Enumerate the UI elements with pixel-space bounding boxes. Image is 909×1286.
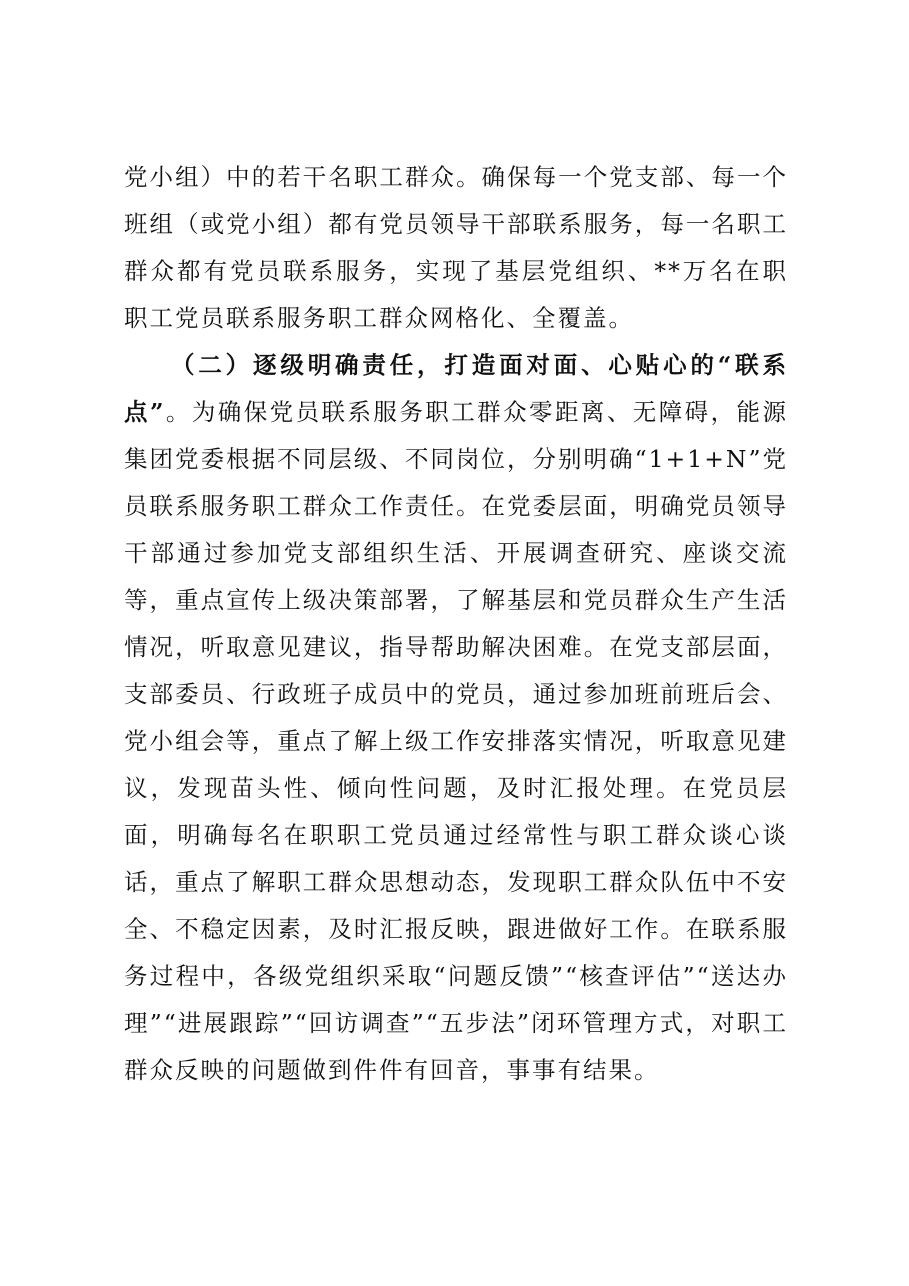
document-body: [124, 154, 788, 1094]
paragraph-text: 。为确保党员联系服务职工群众零距离、无障碍，能源集团党委根据不同层级、不同岗位，分别明确“1+1+N”党员联系服务职工群众工作责任。在党委层面，明确党员领导干部通过参加党支部组织生活、开展调查研究、座谈交流等，重点宣传上级决策部署，了解基层和党员群众生产生活情况，听取意见建议，指导帮助解决困难。在党支部层面，支部委员、行政班子成员中的党员，通过参加班前班后会、党小组会等，重点了解上级工作安排落实情况，听取意见建议，发现苗头性、倾向性问题，及时汇报处理。在党员层面，明确每名在职职工党员通过经常性与职工群众谈心谈话，重点了解职工群众思想动态，发现职工群众队伍中不安全、不稳定因素，及时汇报反映，跟进做好工作。在联系服务过程中，各级党组织采取“问题反馈”“核查评估”“送达办理”“进展跟踪”“回访调查”“五步法”闭环管理方式，对职工群众反映的问题做到件件有回音，事事有结果。: [124, 398, 788, 1084]
paragraph-text: 党小组）中的若干名职工群众。确保每一个党支部、每一个班组（或党小组）都有党员领导干部联系服务，每一名职工群众都有党员联系服务，实现了基层党组织、**万名在职职工党员联系服务职工群众网格化、全覆盖。: [124, 163, 788, 332]
paragraph-continuation: [124, 154, 788, 342]
paragraph-section-two: [124, 342, 788, 1094]
section-heading: （二）逐级明确责任，打造面对面、心贴心的“联系点”: [124, 351, 788, 426]
